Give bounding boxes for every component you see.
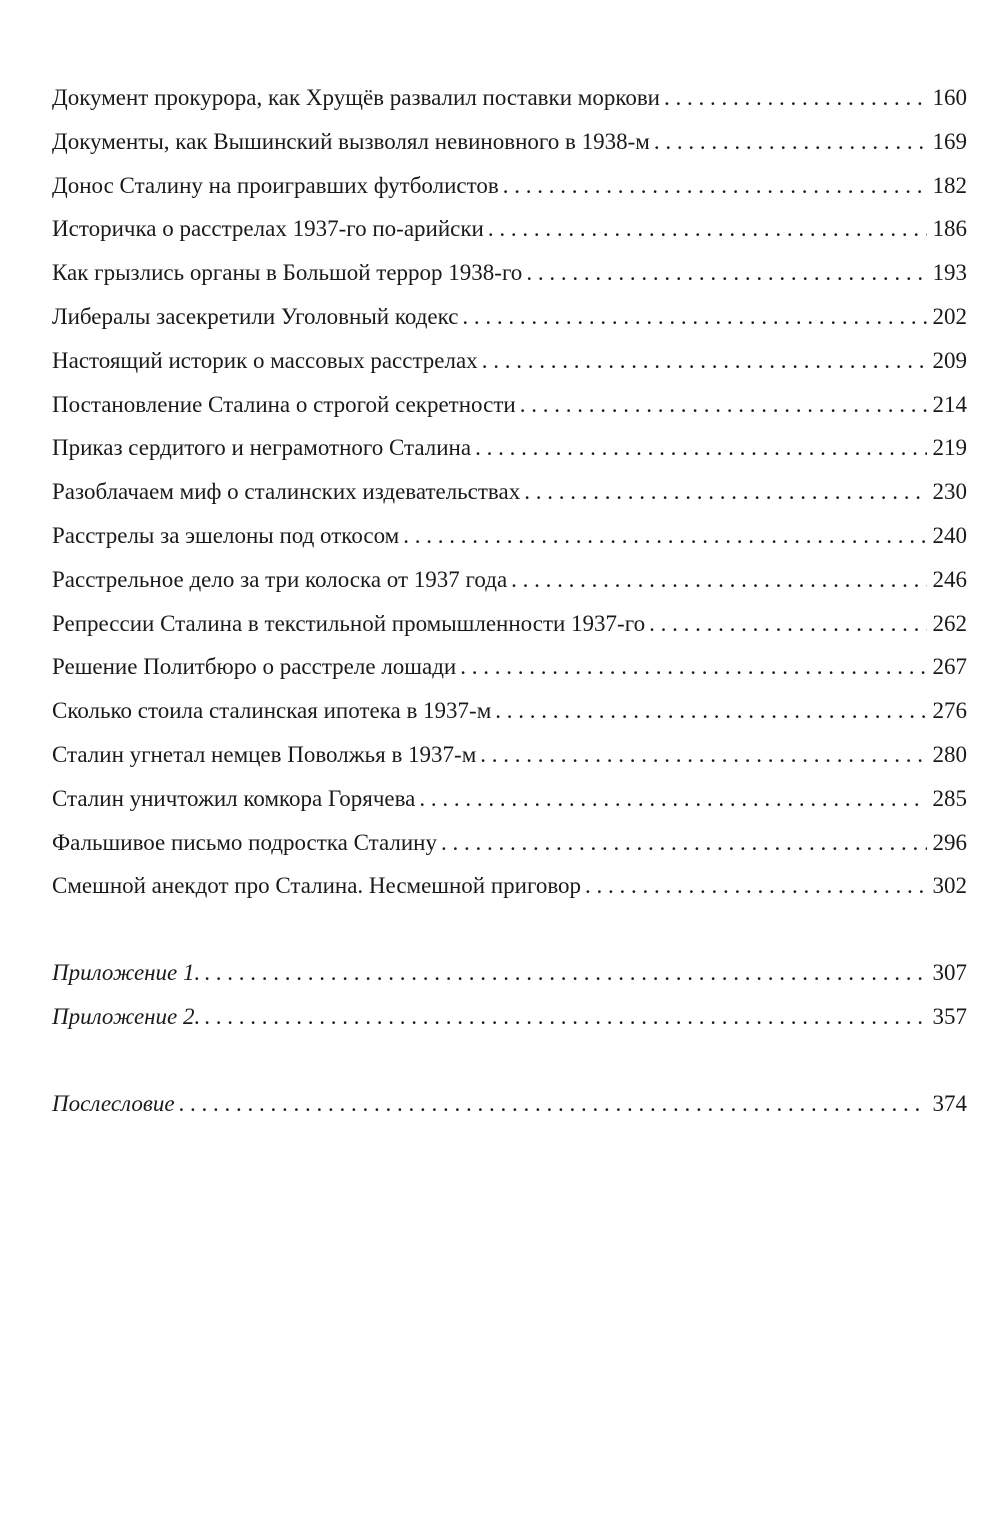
- toc-entry-appendix-2[interactable]: [52, 995, 967, 1039]
- leader-dots: [441, 821, 927, 865]
- toc-entry-title: Расстрельное дело за три колоска от 1937 года: [52, 566, 508, 592]
- toc-entry-page: 240: [932, 522, 967, 548]
- toc-entry-page: 214: [932, 391, 967, 417]
- toc-entry-page: 302: [932, 873, 967, 899]
- toc-entry-page: 182: [932, 172, 967, 198]
- toc-entry-page: 280: [932, 741, 967, 767]
- leader-dots: [511, 558, 926, 602]
- toc-entry[interactable]: [52, 295, 967, 339]
- toc-entry-page: 246: [932, 566, 967, 592]
- toc-entry[interactable]: [52, 76, 967, 120]
- toc-entry[interactable]: [52, 864, 967, 908]
- toc-entry[interactable]: [52, 602, 967, 646]
- toc-entry[interactable]: [52, 821, 967, 865]
- leader-dots: [462, 295, 926, 339]
- toc-entry-page: 357: [932, 1003, 967, 1029]
- leader-dots: [503, 164, 927, 208]
- toc-entry-page: 169: [932, 128, 967, 154]
- leader-dots: [488, 207, 927, 251]
- leader-dots: [460, 645, 926, 689]
- toc-entry-title: Репрессии Сталина в текстильной промышленности 1937-го: [52, 610, 646, 636]
- leader-dots: [419, 777, 926, 821]
- toc-entry[interactable]: [52, 777, 967, 821]
- leader-dots: [204, 951, 926, 995]
- toc-entry-title: Документ прокурора, как Хрущёв развалил поставки моркови: [52, 85, 660, 110]
- toc-entry[interactable]: [52, 426, 967, 470]
- toc-entry-page: 276: [932, 698, 967, 724]
- toc-entry-title: Разоблачаем миф о сталинских издевательствах: [52, 479, 521, 505]
- toc-entry-title: Как грызлись органы в Большой террор 1938-го: [52, 260, 523, 286]
- toc-entry-title: Либералы засекретили Уголовный кодекс: [52, 303, 459, 329]
- toc-entry-page: 307: [932, 960, 967, 986]
- toc-entry[interactable]: [52, 164, 967, 208]
- leader-dots: [204, 995, 926, 1039]
- toc-entry[interactable]: [52, 645, 967, 689]
- toc-entry[interactable]: [52, 514, 967, 558]
- toc-entry-title: Постановление Сталина о строгой секретности: [52, 391, 516, 417]
- toc-entry-title: Документы, как Вышинский вызволял невиновного в 1938-м: [52, 128, 650, 154]
- toc-entry[interactable]: [52, 207, 967, 251]
- toc-entry-title: Приказ сердитого и неграмотного Сталина: [52, 435, 472, 461]
- toc-entry[interactable]: [52, 470, 967, 514]
- toc-entry[interactable]: [52, 558, 967, 602]
- toc-entry[interactable]: [52, 339, 967, 383]
- toc-entry-page: 285: [932, 785, 967, 811]
- leader-dots: [179, 1082, 927, 1126]
- toc-entry[interactable]: [52, 251, 967, 295]
- leader-dots: [403, 514, 926, 558]
- toc-entry-title: Послесловие: [52, 1090, 175, 1116]
- leader-dots: [482, 339, 927, 383]
- toc-entry-page: 219: [932, 435, 967, 461]
- leader-dots: [526, 251, 926, 295]
- toc-entry-title: Сталин угнетал немцев Поволжья в 1937-м: [52, 741, 477, 767]
- toc-entry-title: Фальшивое письмо подростка Сталину: [52, 829, 437, 855]
- toc-entry[interactable]: [52, 733, 967, 777]
- leader-dots: [524, 470, 926, 514]
- leader-dots: [654, 120, 927, 164]
- toc-entry-page: 296: [932, 829, 967, 855]
- toc-entry[interactable]: [52, 383, 967, 427]
- toc-entry-title: Настоящий историк о массовых расстрелах: [52, 347, 478, 373]
- toc-entry-appendix-1[interactable]: [52, 951, 967, 995]
- leader-dots: [585, 864, 926, 908]
- toc-entry-page: 209: [932, 347, 967, 373]
- toc-entry-page: 230: [932, 479, 967, 505]
- toc-entry-page: 267: [932, 654, 967, 680]
- toc-entry-page: 186: [932, 216, 967, 242]
- leader-dots: [480, 733, 926, 777]
- toc-afterword-list: [52, 1082, 967, 1126]
- toc-entry-title: Смешной анекдот про Сталина. Несмешной приговор: [52, 873, 582, 899]
- toc-entry-title: Расстрелы за эшелоны под откосом: [52, 522, 400, 548]
- leader-dots: [664, 76, 927, 120]
- toc-entry-page: 193: [932, 260, 967, 286]
- toc-entry[interactable]: [52, 120, 967, 164]
- toc-main-list: [52, 0, 967, 908]
- toc-appendices-list: [52, 951, 967, 1039]
- toc-entry-page: 160: [932, 85, 967, 110]
- toc-entry-title: Решение Политбюро о расстреле лошади: [52, 654, 457, 680]
- leader-dots: [520, 383, 927, 427]
- toc-entry-title: Приложение 2.: [52, 1003, 201, 1029]
- leader-dots: [495, 689, 926, 733]
- toc-entry-page: 202: [932, 303, 967, 329]
- toc-entry-title: Сталин уничтожил комкора Горячева: [52, 785, 416, 811]
- toc-entry-page: 262: [932, 610, 967, 636]
- toc-entry-title: Донос Сталину на проигравших футболистов: [52, 172, 499, 198]
- toc-entry-page: 374: [932, 1090, 967, 1116]
- toc-entry-afterword[interactable]: [52, 1082, 967, 1126]
- toc-entry-title: Приложение 1.: [52, 960, 201, 986]
- toc-entry[interactable]: [52, 689, 967, 733]
- toc-entry-title: Сколько стоила сталинская ипотека в 1937-м: [52, 698, 492, 724]
- toc-entry-title: Историчка о расстрелах 1937-го по-арийски: [52, 216, 484, 242]
- leader-dots: [649, 602, 926, 646]
- leader-dots: [475, 426, 926, 470]
